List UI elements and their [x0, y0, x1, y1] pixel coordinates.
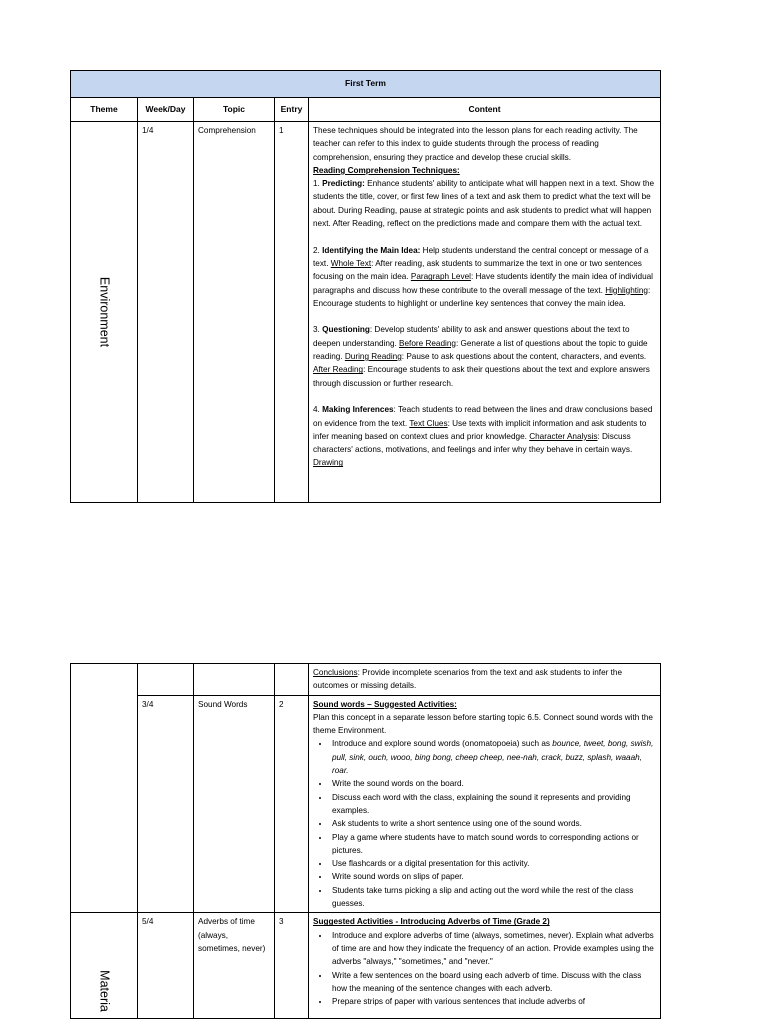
- header-entry: Entry: [275, 98, 309, 122]
- list-item: • Prepare strips of paper with various sentences that include adverbs of: [330, 995, 656, 1008]
- topic-cell: Sound Words: [194, 695, 275, 913]
- content-intro: These techniques should be integrated into the lesson plans for each reading activity. The teacher can refer to this index to guide students through the process of reading comprehension, ensuring they practice and develop these crucial skills.: [313, 126, 638, 162]
- table-header-row: [71, 98, 661, 122]
- content-cell-sound-words: [309, 695, 661, 913]
- topic-cell-empty: [194, 664, 275, 696]
- list-item: • Discuss each word with the class, explaining the sound it represents and providing examples.: [330, 791, 656, 818]
- entry-cell-empty: [275, 664, 309, 696]
- week-cell-empty: [138, 664, 194, 696]
- table-title: First Term: [71, 71, 661, 98]
- technique-predicting: 1. Predicting: Enhance students' ability to anticipate what will happen next in a text. Show the students the title, cover, or first few lines of a text and ask them to predict what the text will be about. During Reading, pause at strategic points and ask students to predict what will happen next. After Reading, reflect on the predictions made and compare them with the actual text.: [313, 179, 655, 229]
- entry-cell: 2: [275, 695, 309, 913]
- content-cell-adverbs: [309, 913, 661, 1019]
- content-cell: [309, 122, 661, 503]
- first-term-table: [70, 70, 661, 503]
- technique-inferences: 4. Making Inferences: Teach students to read between the lines and draw conclusions based on evidence from the text. Text Clues: Use texts with implicit information and ask students to infer meaning based on context clues and prior knowledge. Character Analysis: Discuss characters' actions, motivations, and feelings and infer why they behave in certain ways. Drawing: [313, 405, 653, 468]
- week-cell: 1/4: [138, 122, 194, 503]
- technique-main-idea: 2. Identifying the Main Idea: Help students understand the central concept or message of a text. Whole Text: After reading, ask students to summarize the text in one or two sentences focusing on the main idea. Paragraph Level: Have students identify the main idea of individual paragraphs and discuss how these contribute to the overall message of the text. Highlighting: Encourage students to highlight or underline key sentences that convey the main idea.: [313, 245, 654, 308]
- table-row: [71, 913, 661, 1019]
- adverbs-heading: Suggested Activities - Introducing Adverbs of Time (Grade 2): [313, 917, 550, 927]
- sound-words-heading: Sound words – Suggested Activities:: [313, 699, 457, 709]
- techniques-heading: Reading Comprehension Techniques:: [313, 165, 460, 175]
- sound-words-intro: Plan this concept in a separate lesson before starting topic 6.5. Connect sound words with the theme Environment.: [313, 712, 653, 736]
- list-item: • Use flashcards or a digital presentation for this activity.: [330, 857, 656, 870]
- list-item: • Introduce and explore adverbs of time (always, sometimes, never). Explain what adverbs of time are and how they indicate the frequency of an action. Provide examples using the adverbs "always," "sometimes," and "never.": [330, 929, 656, 969]
- content-continued: Conclusions: Provide incomplete scenarios from the text and ask students to infer the outcomes or missing details.: [309, 664, 661, 696]
- entry-cell: 3: [275, 913, 309, 1019]
- sound-words-list: [313, 737, 656, 910]
- list-item: • Play a game where students have to match sound words to corresponding actions or pictures.: [330, 831, 656, 858]
- adverbs-list: [313, 929, 656, 1009]
- list-item: • Students take turns picking a slip and acting out the word while the rest of the class guesses.: [330, 884, 656, 911]
- week-cell: 5/4: [138, 913, 194, 1019]
- table-row: [71, 664, 661, 696]
- entry-cell: 1: [275, 122, 309, 503]
- continuation-table: [70, 663, 661, 1019]
- theme-label-2: Materia: [97, 970, 112, 1013]
- week-cell: 3/4: [138, 695, 194, 913]
- header-theme: Theme: [71, 98, 138, 122]
- technique-questioning: 3. Questioning: Develop students' ability to ask and answer questions about the text to deepen understanding. Before Reading: Generate a list of questions about the topic to guide reading. During Reading: Pause to ask questions about the content, characters, and events. After Reading: Encourage students to ask their questions about the text and explore answers through discussion or further research.: [313, 325, 650, 388]
- topic-cell: Comprehension: [194, 122, 275, 503]
- list-item: • Write sound words on slips of paper.: [330, 870, 656, 883]
- list-item: • Introduce and explore sound words (onomatopoeia) such as bounce, tweet, bong, swish, pull, sink, ouch, wooo, bing bong, cheep cheep, nee-nah, crack, buzz, splash, waaah, roar.: [330, 737, 656, 777]
- theme-cell-continued: [71, 664, 138, 913]
- topic-cell: Adverbs of time (always, sometimes, never): [194, 913, 275, 1019]
- table-row: [71, 122, 661, 503]
- header-content: Content: [309, 98, 661, 122]
- list-item: • Write the sound words on the board.: [330, 777, 656, 790]
- list-item: • Ask students to write a short sentence using one of the sound words.: [330, 817, 656, 830]
- theme-label: Environment: [97, 276, 112, 348]
- list-item: • Write a few sentences on the board using each adverb of time. Discuss with the class how the meaning of the sentence changes with each adverb.: [330, 969, 656, 996]
- theme-cell: [71, 122, 138, 503]
- header-topic: Topic: [194, 98, 275, 122]
- table-title-row: [71, 71, 661, 98]
- theme-cell-2: [71, 913, 138, 1019]
- header-week-day: Week/Day: [138, 98, 194, 122]
- table-row: [71, 695, 661, 913]
